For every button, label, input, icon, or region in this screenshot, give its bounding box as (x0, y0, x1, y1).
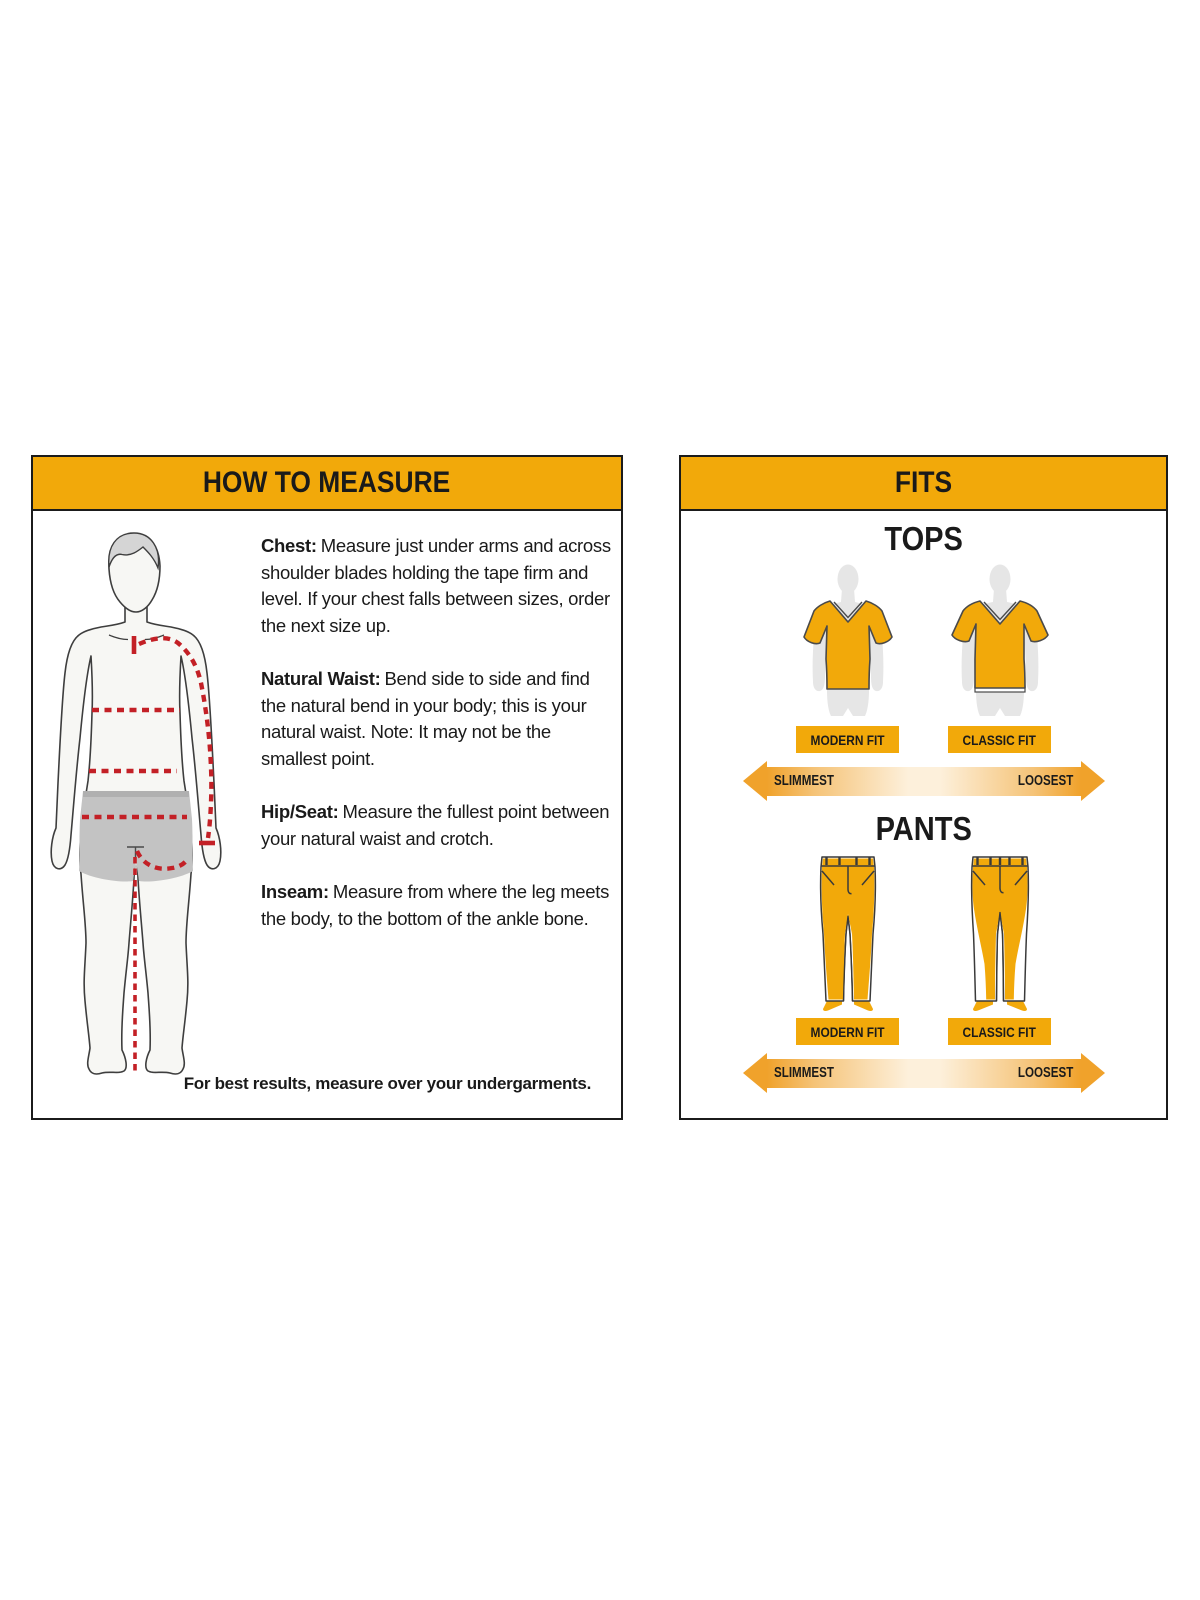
measure-item-hip-seat-text: Measure the fullest point between your natural waist and crotch. (261, 801, 610, 849)
classic-fit-top (925, 564, 1075, 753)
tops-heading: TOPS (884, 520, 963, 557)
arrow-left-icon (743, 761, 767, 801)
classic-fit-pants-icon (965, 854, 1035, 1012)
tops-scale-slimmest-label: SLIMMEST (773, 773, 834, 789)
measure-item-inseam-label: Inseam: (261, 881, 329, 902)
pants-scale-loosest-label: LOOSEST (1018, 1065, 1074, 1081)
measure-item-natural-waist (261, 666, 617, 772)
measure-item-hip-seat-label: Hip/Seat: (261, 801, 339, 822)
measure-instructions (261, 533, 617, 959)
measure-item-inseam-text: Measure from where the leg meets the body, to the bottom of the ankle bone. (261, 881, 610, 929)
how-to-measure-panel (31, 455, 623, 1120)
tops-fit-scale-bar (767, 767, 1081, 796)
pants-scale-slimmest-label: SLIMMEST (773, 1065, 834, 1081)
fits-title: FITS (894, 466, 953, 499)
fits-header (681, 457, 1166, 511)
classic-fit-pants (925, 854, 1075, 1045)
measure-item-chest (261, 533, 617, 639)
modern-fit-top-label: MODERN FIT (796, 726, 899, 753)
body-measurement-figure-icon (29, 523, 249, 1083)
classic-fit-top-icon (945, 564, 1055, 720)
fits-body (681, 511, 1166, 1093)
classic-fit-pants-label: CLASSIC FIT (948, 1018, 1050, 1045)
pants-fit-scale (743, 1053, 1105, 1093)
tops-fit-scale (743, 761, 1105, 801)
arrow-left-icon (743, 1053, 767, 1093)
tops-scale-loosest-label: LOOSEST (1018, 773, 1074, 789)
fits-panel (679, 455, 1168, 1120)
classic-fit-top-label: CLASSIC FIT (948, 726, 1050, 753)
modern-fit-top (773, 564, 923, 753)
pants-heading: PANTS (875, 810, 972, 847)
measurement-figure-illustration (29, 523, 249, 1083)
modern-fit-top-icon (793, 564, 903, 720)
modern-fit-pants-icon (813, 854, 883, 1012)
modern-fit-pants (773, 854, 923, 1045)
measure-item-inseam (261, 879, 617, 932)
pants-figures-row (773, 854, 1075, 1045)
measure-item-hip-seat (261, 799, 617, 852)
arrow-right-icon (1081, 761, 1105, 801)
measure-item-natural-waist-label: Natural Waist: (261, 668, 381, 689)
measure-item-chest-label: Chest: (261, 535, 317, 556)
measure-note: For best results, measure over your undergarments. (183, 1074, 591, 1093)
modern-fit-pants-label: MODERN FIT (796, 1018, 899, 1045)
how-to-measure-header (33, 457, 621, 511)
how-to-measure-title: HOW TO MEASURE (203, 466, 451, 499)
arrow-right-icon (1081, 1053, 1105, 1093)
measure-item-natural-waist-text: Bend side to side and find the natural bend in your body; this is your natural waist. Note: It may not be the smallest point. (261, 668, 590, 769)
tops-figures-row (773, 564, 1075, 753)
pants-fit-scale-bar (767, 1059, 1081, 1088)
measure-item-chest-text: Measure just under arms and across shoulder blades holding the tape firm and level. If your chest falls between sizes, order the next size up. (261, 535, 611, 636)
